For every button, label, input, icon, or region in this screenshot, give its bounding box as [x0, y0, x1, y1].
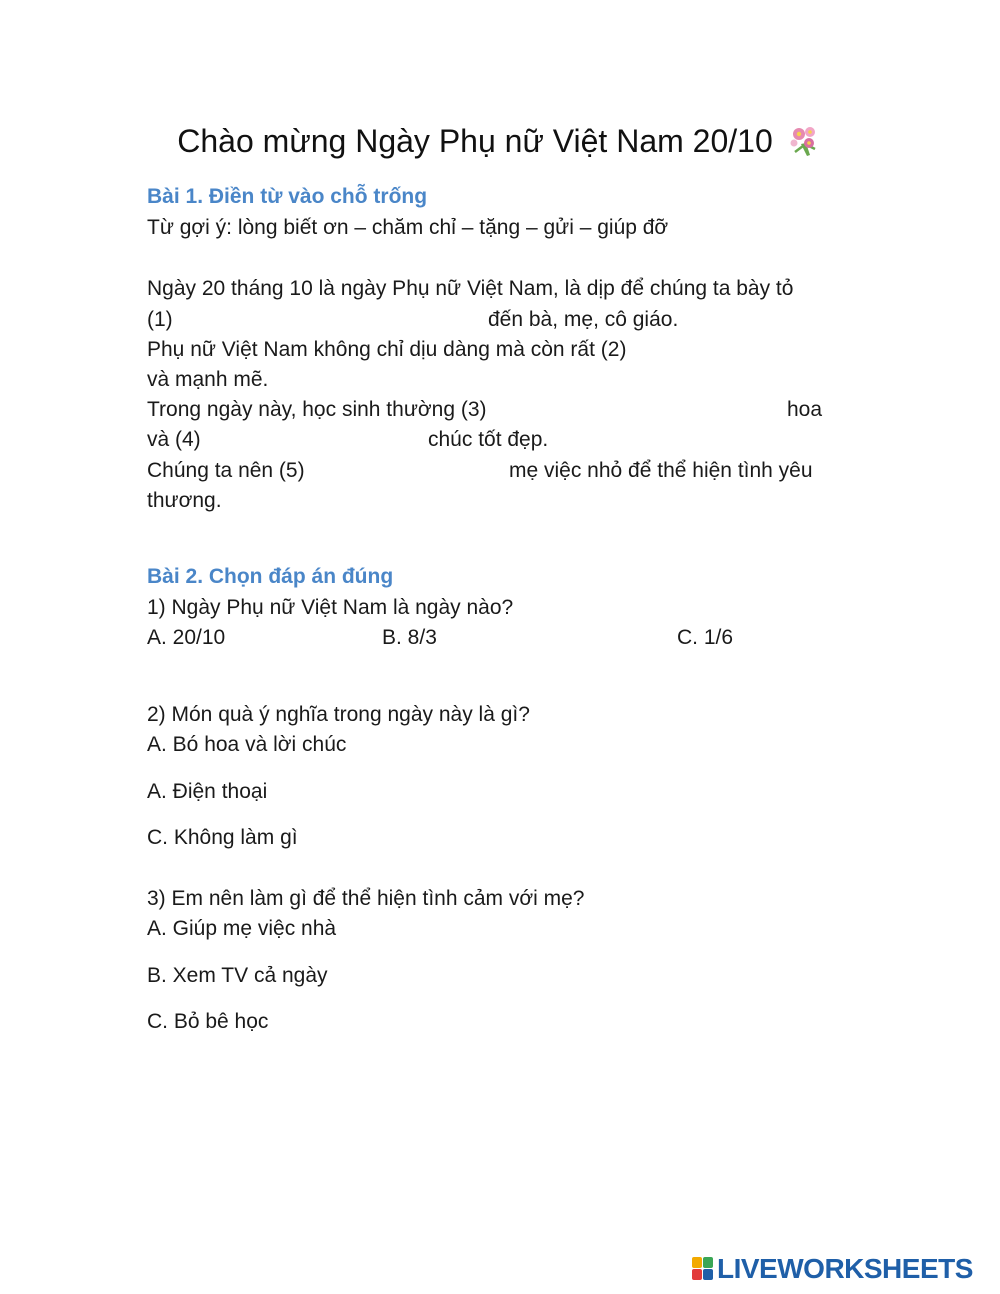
- q3-option-c[interactable]: C. Bỏ bê học: [147, 1010, 269, 1033]
- passage-line-3: Phụ nữ Việt Nam không chỉ dịu dàng mà còn rất (2): [147, 338, 627, 361]
- blank-2-input[interactable]: [678, 336, 862, 364]
- question-1: 1) Ngày Phụ nữ Việt Nam là ngày nào?: [147, 596, 514, 619]
- passage-line-1: Ngày 20 tháng 10 là ngày Phụ nữ Việt Nam, là dịp để chúng ta bày tỏ: [147, 277, 794, 300]
- passage-line-2-tail: đến bà, mẹ, cô giáo.: [488, 308, 679, 331]
- blank-3-input[interactable]: [528, 396, 782, 424]
- liveworksheets-logo: [692, 1253, 973, 1285]
- passage-line-6: và (4): [147, 428, 201, 451]
- passage-line-4: và mạnh mẽ.: [147, 368, 269, 391]
- q2-option-b[interactable]: A. Điện thoại: [147, 780, 268, 803]
- q2-option-c[interactable]: C. Không làm gì: [147, 826, 298, 849]
- q3-option-a[interactable]: A. Giúp mẹ việc nhà: [147, 917, 337, 940]
- page-title: [0, 122, 1000, 160]
- q1-option-a[interactable]: A. 20/10: [147, 626, 226, 649]
- passage-line-5-tail: hoa: [787, 398, 823, 421]
- q3-option-b[interactable]: B. Xem TV cả ngày: [147, 964, 328, 987]
- passage-line-6-tail: chúc tốt đẹp.: [428, 428, 549, 451]
- q1-option-c[interactable]: C. 1/6: [677, 626, 734, 649]
- q1-option-b[interactable]: B. 8/3: [382, 626, 437, 649]
- blank-5-input[interactable]: [326, 457, 505, 485]
- blank-1-input[interactable]: [185, 306, 484, 334]
- exercise-2-heading: Bài 2. Chọn đáp án đúng: [147, 565, 394, 588]
- passage-line-7: Chúng ta nên (5): [147, 459, 305, 482]
- word-hint: Từ gợi ý: lòng biết ơn – chăm chỉ – tặng – gửi – giúp đỡ: [147, 216, 669, 239]
- page-title-text: Chào mừng Ngày Phụ nữ Việt Nam 20/10: [177, 123, 773, 159]
- blank-1-number: (1): [147, 308, 173, 331]
- passage-line-8: thương.: [147, 489, 222, 512]
- q2-option-a[interactable]: A. Bó hoa và lời chúc: [147, 733, 347, 756]
- passage-line-7-tail: mẹ việc nhỏ để thể hiện tình yêu: [509, 459, 813, 482]
- logo-text: LIVEWORKSHEETS: [717, 1253, 973, 1284]
- question-3: 3) Em nên làm gì để thể hiện tình cảm với mẹ?: [147, 887, 585, 910]
- blank-4-input[interactable]: [213, 426, 422, 454]
- flower-bouquet-icon: [787, 122, 823, 158]
- liveworksheets-logo-icon: [692, 1257, 714, 1281]
- question-2: 2) Món quà ý nghĩa trong ngày này là gì?: [147, 703, 530, 726]
- passage-line-5: Trong ngày này, học sinh thường (3): [147, 398, 487, 421]
- exercise-1-heading: Bài 1. Điền từ vào chỗ trống: [147, 185, 428, 208]
